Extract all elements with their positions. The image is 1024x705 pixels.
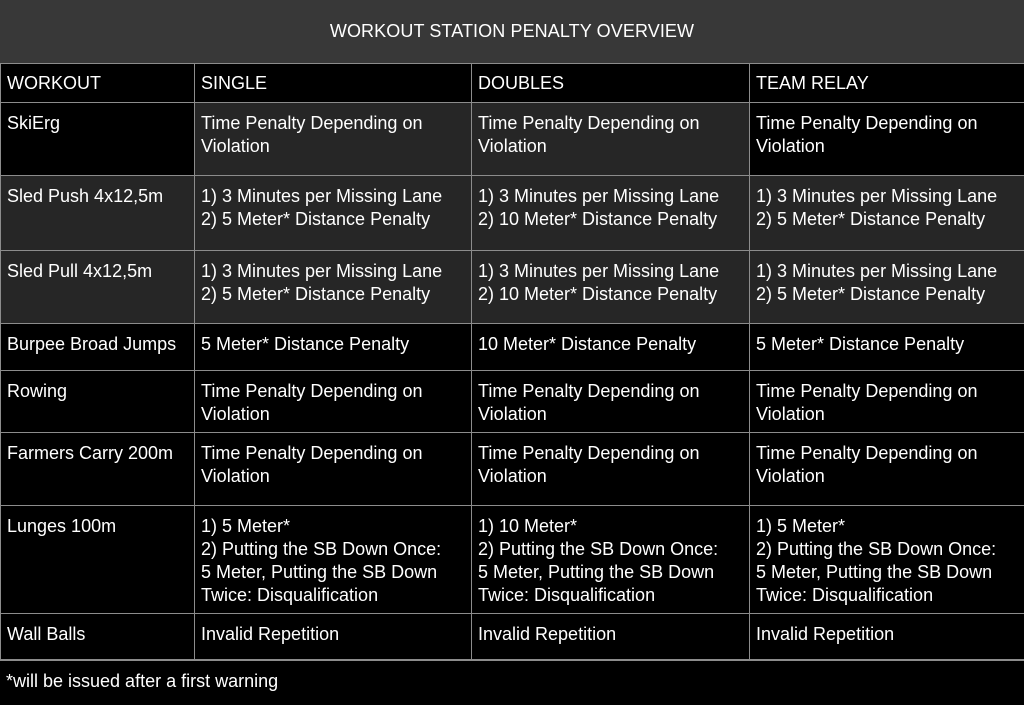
doubles-cell: 1) 10 Meter* 2) Putting the SB Down Once: 5 Meter, Putting the SB Down Twice: Disqualification xyxy=(472,506,750,614)
single-cell: 5 Meter* Distance Penalty xyxy=(195,324,472,371)
workout-cell: SkiErg xyxy=(1,103,195,176)
team-relay-cell: 1) 3 Minutes per Missing Lane 2) 5 Meter* Distance Penalty xyxy=(750,251,1024,324)
table-row xyxy=(1,103,1024,176)
single-cell: 1) 3 Minutes per Missing Lane 2) 5 Meter* Distance Penalty xyxy=(195,176,472,251)
doubles-cell: 1) 3 Minutes per Missing Lane 2) 10 Meter* Distance Penalty xyxy=(472,176,750,251)
doubles-cell: 1) 3 Minutes per Missing Lane 2) 10 Meter* Distance Penalty xyxy=(472,251,750,324)
team-relay-cell: Invalid Repetition xyxy=(750,614,1024,660)
doubles-cell: Time Penalty Depending on Violation xyxy=(472,433,750,506)
doubles-cell: Time Penalty Depending on Violation xyxy=(472,103,750,176)
table-row xyxy=(1,371,1024,433)
team-relay-cell: Time Penalty Depending on Violation xyxy=(750,371,1024,433)
single-cell: Time Penalty Depending on Violation xyxy=(195,433,472,506)
column-header-team-relay: TEAM RELAY xyxy=(750,64,1024,103)
team-relay-cell: 1) 5 Meter* 2) Putting the SB Down Once: 5 Meter, Putting the SB Down Twice: Disqualification xyxy=(750,506,1024,614)
page-title: WORKOUT STATION PENALTY OVERVIEW xyxy=(0,0,1024,63)
team-relay-cell: 1) 3 Minutes per Missing Lane 2) 5 Meter* Distance Penalty xyxy=(750,176,1024,251)
doubles-cell: 10 Meter* Distance Penalty xyxy=(472,324,750,371)
single-cell: Invalid Repetition xyxy=(195,614,472,660)
doubles-cell: Time Penalty Depending on Violation xyxy=(472,371,750,433)
doubles-cell: Invalid Repetition xyxy=(472,614,750,660)
table-row xyxy=(1,433,1024,506)
table-row xyxy=(1,506,1024,614)
table-row xyxy=(1,614,1024,660)
single-cell: 1) 5 Meter* 2) Putting the SB Down Once: 5 Meter, Putting the SB Down Twice: Disqualification xyxy=(195,506,472,614)
single-cell: 1) 3 Minutes per Missing Lane 2) 5 Meter* Distance Penalty xyxy=(195,251,472,324)
table-row xyxy=(1,324,1024,371)
column-header-workout: WORKOUT xyxy=(1,64,195,103)
footnote: *will be issued after a first warning xyxy=(0,660,1024,705)
workout-cell: Sled Push 4x12,5m xyxy=(1,176,195,251)
penalty-table xyxy=(0,63,1024,660)
table-header-row xyxy=(1,64,1024,103)
column-header-single: SINGLE xyxy=(195,64,472,103)
workout-cell: Sled Pull 4x12,5m xyxy=(1,251,195,324)
team-relay-cell: Time Penalty Depending on Violation xyxy=(750,433,1024,506)
table-row xyxy=(1,176,1024,251)
table-row xyxy=(1,251,1024,324)
single-cell: Time Penalty Depending on Violation xyxy=(195,103,472,176)
team-relay-cell: Time Penalty Depending on Violation xyxy=(750,103,1024,176)
single-cell: Time Penalty Depending on Violation xyxy=(195,371,472,433)
workout-cell: Lunges 100m xyxy=(1,506,195,614)
workout-cell: Burpee Broad Jumps xyxy=(1,324,195,371)
workout-cell: Wall Balls xyxy=(1,614,195,660)
team-relay-cell: 5 Meter* Distance Penalty xyxy=(750,324,1024,371)
workout-cell: Farmers Carry 200m xyxy=(1,433,195,506)
column-header-doubles: DOUBLES xyxy=(472,64,750,103)
workout-cell: Rowing xyxy=(1,371,195,433)
